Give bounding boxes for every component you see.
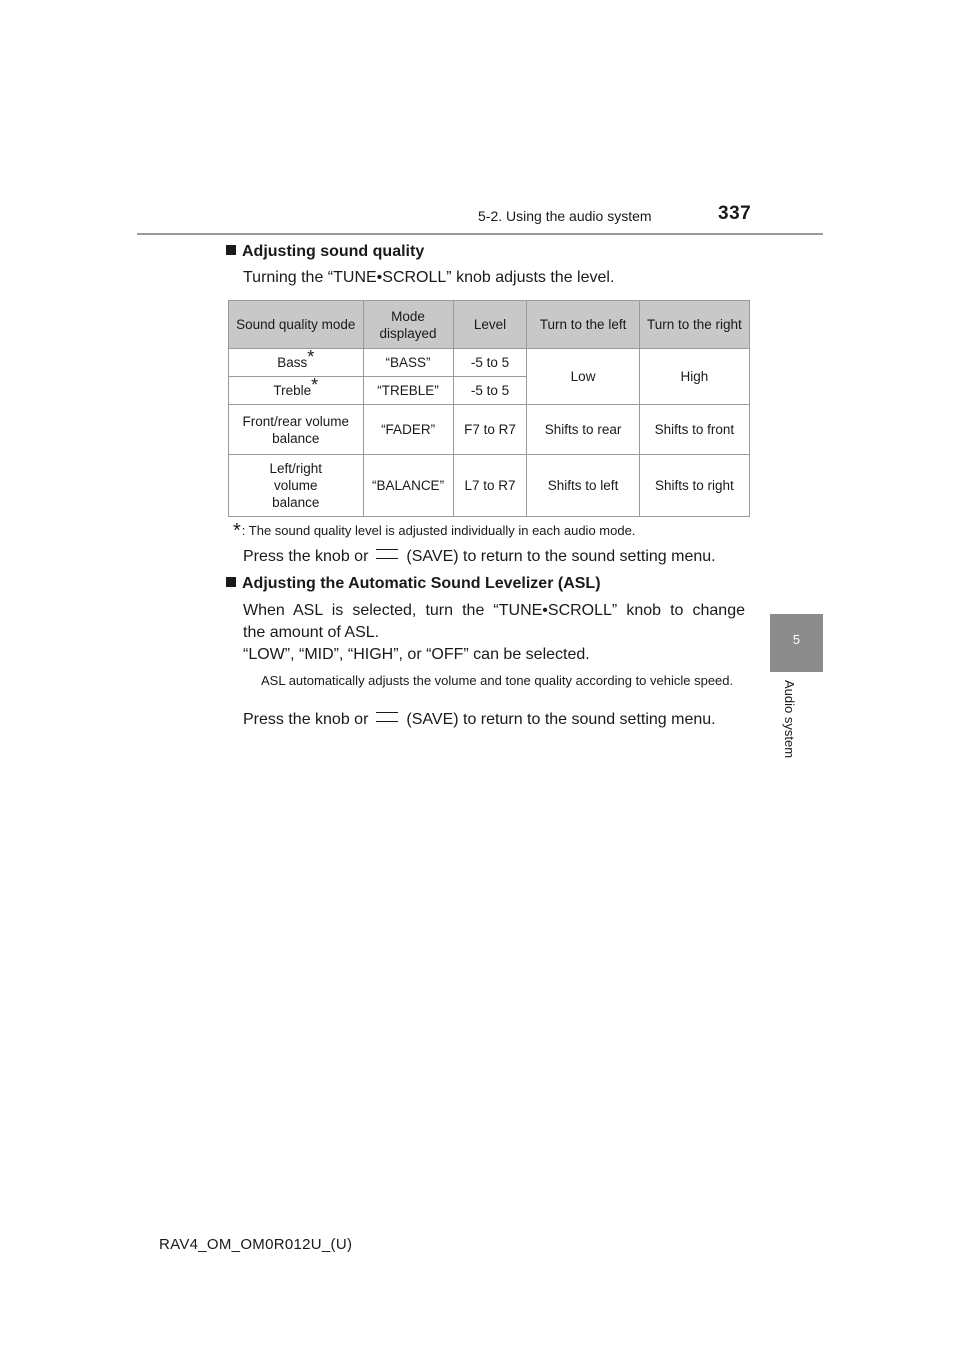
table-header-cell: Level xyxy=(453,301,527,349)
section-heading-asl xyxy=(226,575,601,593)
press-save-instruction-2: Press the knob or (SAVE) to return to the sound setting menu. xyxy=(243,711,716,728)
page-number: 337 xyxy=(718,203,752,224)
table-cell: Shifts to rear xyxy=(527,405,639,455)
heading-text: Adjusting the Automatic Sound Levelizer (ASL) xyxy=(242,575,601,592)
asl-note: ASL automatically adjusts the volume and tone quality according to vehicle speed. xyxy=(261,673,734,688)
table-cell: High xyxy=(639,349,749,405)
press-save-instruction-1: Press the knob or (SAVE) to return to the sound setting menu. xyxy=(243,548,716,565)
save-button-icon xyxy=(376,549,398,559)
table-cell: Low xyxy=(527,349,639,405)
asl-text-line-2: the amount of ASL. xyxy=(243,624,380,641)
chapter-tab xyxy=(770,614,823,672)
table-cell: “BASS” xyxy=(363,349,453,377)
table-cell: Shifts to front xyxy=(639,405,749,455)
table-row xyxy=(229,349,750,377)
table-header-cell: Mode displayed xyxy=(363,301,453,349)
table-row xyxy=(229,455,750,517)
table-cell: Shifts to right xyxy=(639,455,749,517)
table-header-cell: Turn to the right xyxy=(639,301,749,349)
footnote-text: : The sound quality level is adjusted individually in each audio mode. xyxy=(241,523,636,538)
section-heading-sound-quality xyxy=(226,243,424,261)
table-row xyxy=(229,405,750,455)
header-rule xyxy=(137,233,823,235)
chapter-side-label: Audio system xyxy=(782,680,797,759)
table-cell: L7 to R7 xyxy=(453,455,527,517)
table-footnote xyxy=(233,520,635,543)
chapter-tab-number: 5 xyxy=(792,632,801,647)
table-cell: Front/rear volume balance xyxy=(229,405,364,455)
table-cell: Left/right volume balance xyxy=(229,455,364,517)
sound-quality-intro: Turning the “TUNE•SCROLL” knob adjusts the level. xyxy=(243,269,615,286)
header-section-title: 5-2. Using the audio system xyxy=(478,208,652,224)
square-bullet-icon xyxy=(226,577,236,587)
table-header-cell: Sound quality mode xyxy=(229,301,364,349)
table-cell: F7 to R7 xyxy=(453,405,527,455)
asl-text-line-1: When ASL is selected, turn the “TUNE•SCROLL” knob to change xyxy=(243,602,745,619)
asl-text-line-3: “LOW”, “MID”, “HIGH”, or “OFF” can be selected. xyxy=(243,646,590,663)
footnote-mark: * xyxy=(233,520,241,542)
table-cell: -5 to 5 xyxy=(453,349,527,377)
table-cell: “BALANCE” xyxy=(363,455,453,517)
table-header-cell: Turn to the left xyxy=(527,301,639,349)
table-cell: “TREBLE” xyxy=(363,377,453,405)
save-button-icon xyxy=(376,712,398,722)
heading-text: Adjusting sound quality xyxy=(242,243,425,260)
table-cell: -5 to 5 xyxy=(453,377,527,405)
footer-document-code: RAV4_OM_OM0R012U_(U) xyxy=(159,1236,353,1253)
table-cell: Treble* xyxy=(229,377,364,405)
table-header-row xyxy=(229,301,750,349)
sound-quality-table xyxy=(228,300,750,517)
table-cell: Shifts to left xyxy=(527,455,639,517)
square-bullet-icon xyxy=(226,245,236,255)
table-cell: “FADER” xyxy=(363,405,453,455)
table-cell: Bass* xyxy=(229,349,364,377)
